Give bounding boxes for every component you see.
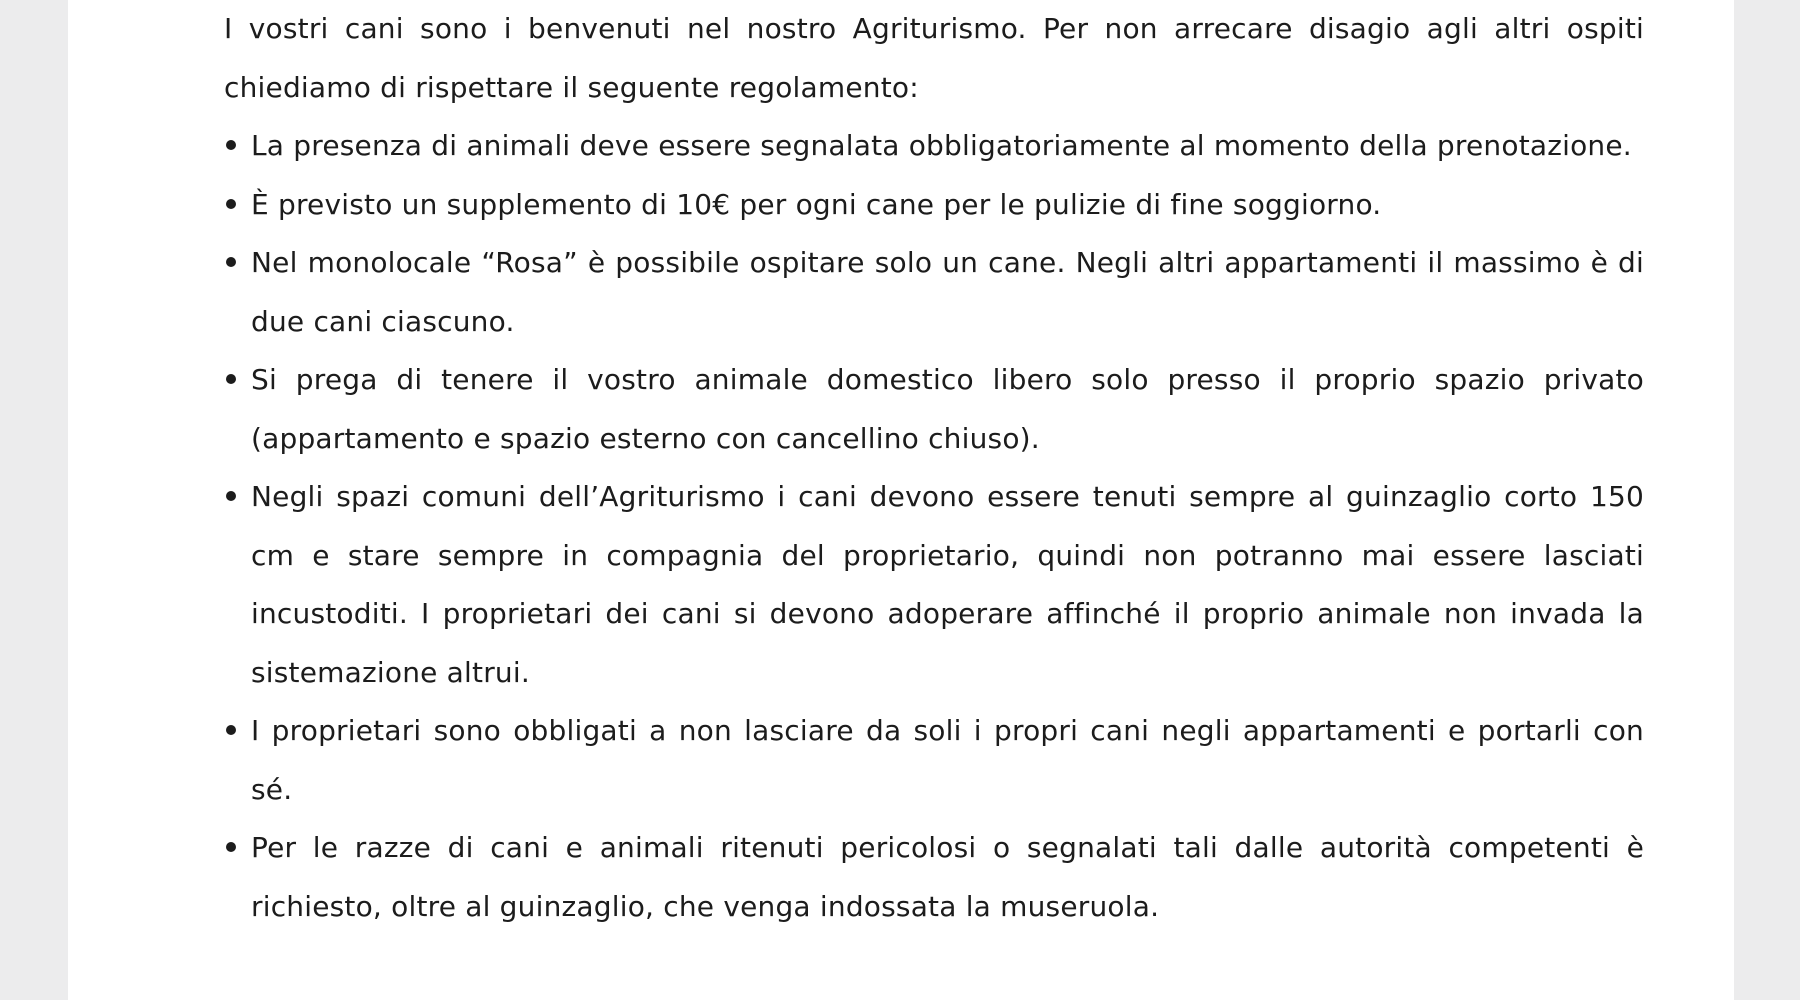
bullet-icon [226, 374, 236, 384]
list-item [224, 176, 1644, 235]
document-page [68, 0, 1734, 1000]
rule-text: I proprietari sono obbligati a non lasciare da soli i propri cani negli appartamenti e portarli con sé. [251, 714, 1644, 806]
rule-text: È previsto un supplemento di 10€ per ogni cane per le pulizie di fine soggiorno. [251, 187, 1382, 221]
rules-list [224, 117, 1644, 936]
bullet-icon [226, 725, 236, 735]
list-item [224, 468, 1644, 702]
bullet-icon [226, 140, 236, 150]
rule-text: Nel monolocale “Rosa” è possibile ospitare solo un cane. Negli altri appartamenti il massimo è di due cani ciascuno. [251, 246, 1644, 338]
bullet-icon [226, 842, 236, 852]
list-item [224, 234, 1644, 351]
list-item [224, 702, 1644, 819]
rule-text: Per le razze di cani e animali ritenuti pericolosi o segnalati tali dalle autorità competenti è richiesto, oltre al guinzaglio, che venga indossata la museruola. [251, 831, 1644, 923]
document-body [224, 0, 1644, 936]
list-item [224, 117, 1644, 176]
intro-paragraph: I vostri cani sono i benvenuti nel nostro Agriturismo. Per non arrecare disagio agli altri ospiti chiediamo di rispettare il seguente regolamento: [224, 12, 1644, 104]
rule-text: Negli spazi comuni dell’Agriturismo i cani devono essere tenuti sempre al guinzaglio corto 150 cm e stare sempre in compagnia del proprietario, quindi non potranno mai essere lasciati incustoditi. I proprietari dei cani si devono adoperare affinché il proprio animale non invada la sistemazione altrui. [251, 480, 1644, 689]
rule-text: La presenza di animali deve essere segnalata obbligatoriamente al momento della prenotazione. [251, 129, 1632, 162]
list-item [224, 819, 1644, 936]
bullet-icon [226, 199, 236, 209]
rule-text: Si prega di tenere il vostro animale domestico libero solo presso il proprio spazio privato (appartamento e spazio esterno con cancellino chiuso). [251, 363, 1644, 455]
bullet-icon [226, 257, 236, 267]
bullet-icon [226, 491, 236, 501]
list-item [224, 351, 1644, 468]
